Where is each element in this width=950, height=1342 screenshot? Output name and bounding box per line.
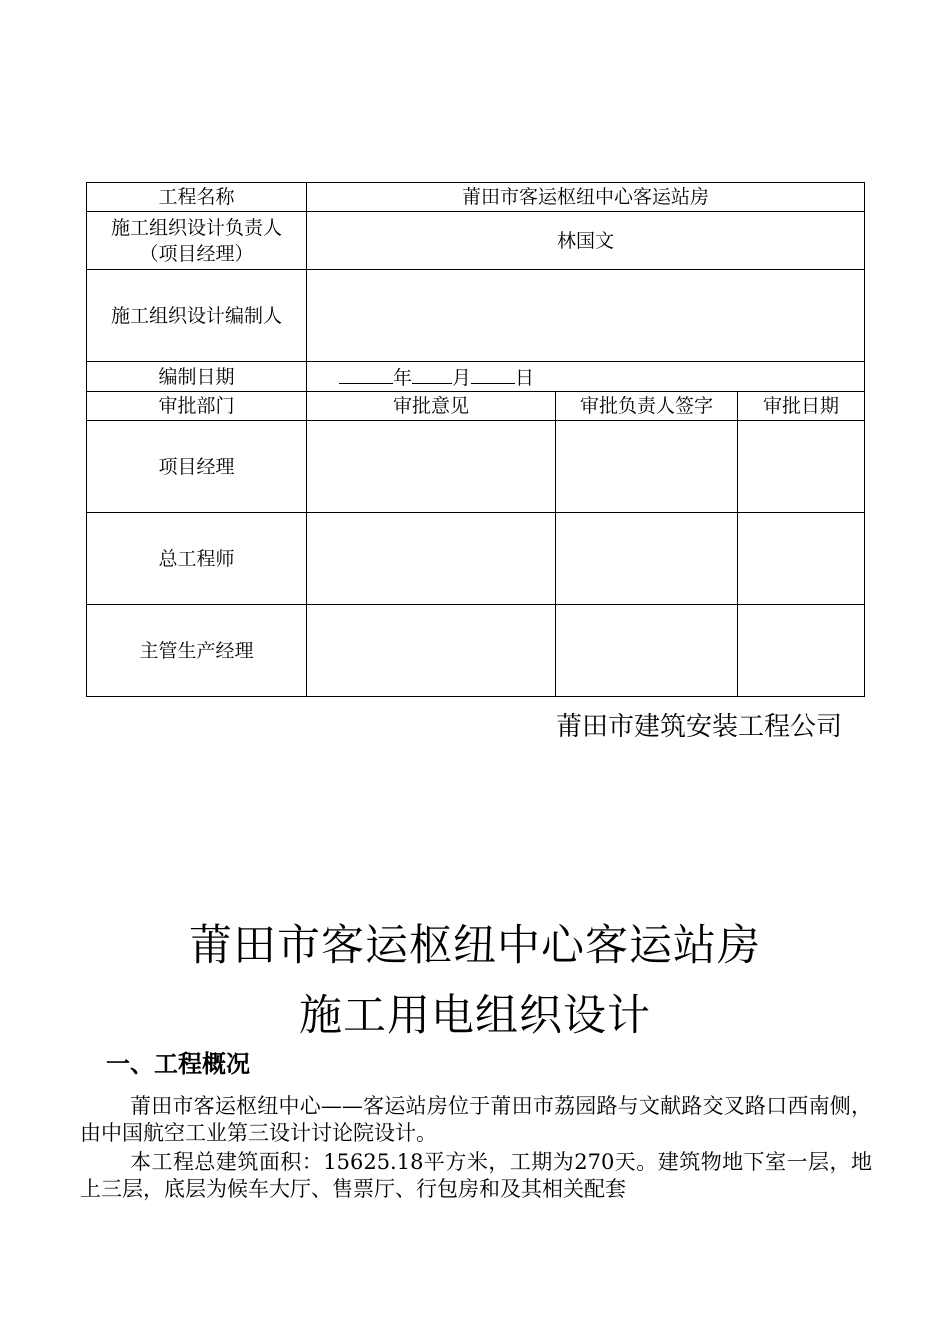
approval-date-header: 审批日期 — [738, 392, 865, 421]
year-blank — [339, 363, 393, 384]
design-lead-value: 林国文 — [307, 212, 865, 270]
design-editor-row — [87, 270, 865, 362]
approval-signature-header: 审批负责人签字 — [556, 392, 738, 421]
project-name-value: 莆田市客运枢纽中心客运站房 — [307, 183, 865, 212]
approval-row-production-manager — [87, 605, 865, 697]
project-name-label: 工程名称 — [87, 183, 307, 212]
approval-row-project-manager — [87, 421, 865, 513]
approval-signature-cell — [556, 513, 738, 605]
approval-opinion-cell — [307, 513, 556, 605]
document-title-line2: 施工用电组织设计 — [299, 991, 651, 1041]
design-editor-label: 施工组织设计编制人 — [87, 270, 307, 362]
design-lead-label — [87, 212, 307, 270]
year-label: 年 — [393, 366, 413, 389]
company-name: 莆田市建筑安装工程公司 — [555, 712, 842, 742]
approval-opinion-header: 审批意见 — [307, 392, 556, 421]
project-name-row — [87, 183, 865, 212]
approval-header-row — [87, 392, 865, 421]
approval-opinion-cell — [307, 605, 556, 697]
design-editor-value — [307, 270, 865, 362]
approval-dept-header: 审批部门 — [87, 392, 307, 421]
approval-dept-cell: 项目经理 — [87, 421, 307, 513]
day-label: 日 — [515, 366, 535, 389]
section-heading: 一、工程概况 — [106, 1050, 250, 1078]
approval-date-cell — [738, 513, 865, 605]
approval-signature-cell — [556, 605, 738, 697]
compile-date-label: 编制日期 — [87, 362, 307, 392]
approval-date-cell — [738, 605, 865, 697]
month-label: 月 — [452, 366, 472, 389]
day-blank — [471, 363, 515, 384]
approval-form-table — [86, 182, 865, 697]
approval-date-cell — [738, 421, 865, 513]
approval-signature-cell — [556, 421, 738, 513]
approval-dept-cell: 总工程师 — [87, 513, 307, 605]
compile-date-row — [87, 362, 865, 392]
compile-date-value — [307, 362, 865, 392]
document-title-line1: 莆田市客运枢纽中心客运站房 — [189, 921, 761, 971]
approval-row-chief-engineer — [87, 513, 865, 605]
design-lead-label-line2: （项目经理） — [139, 242, 254, 265]
overview-paragraph-1: 莆田市客运枢纽中心——客运站房位于莆田市荔园路与文献路交叉路口西南侧，由中国航空工业第三设计讨论院设计。 — [80, 1094, 872, 1145]
design-lead-label-line1: 施工组织设计负责人 — [110, 216, 282, 239]
approval-opinion-cell — [307, 421, 556, 513]
design-lead-row — [87, 212, 865, 270]
approval-dept-cell: 主管生产经理 — [87, 605, 307, 697]
overview-paragraph-2: 本工程总建筑面积：15625.18平方米，工期为270天。建筑物地下室一层，地上三层，底层为候车大厅、售票厅、行包房和及其相关配套 — [80, 1150, 872, 1201]
month-blank — [412, 363, 452, 384]
